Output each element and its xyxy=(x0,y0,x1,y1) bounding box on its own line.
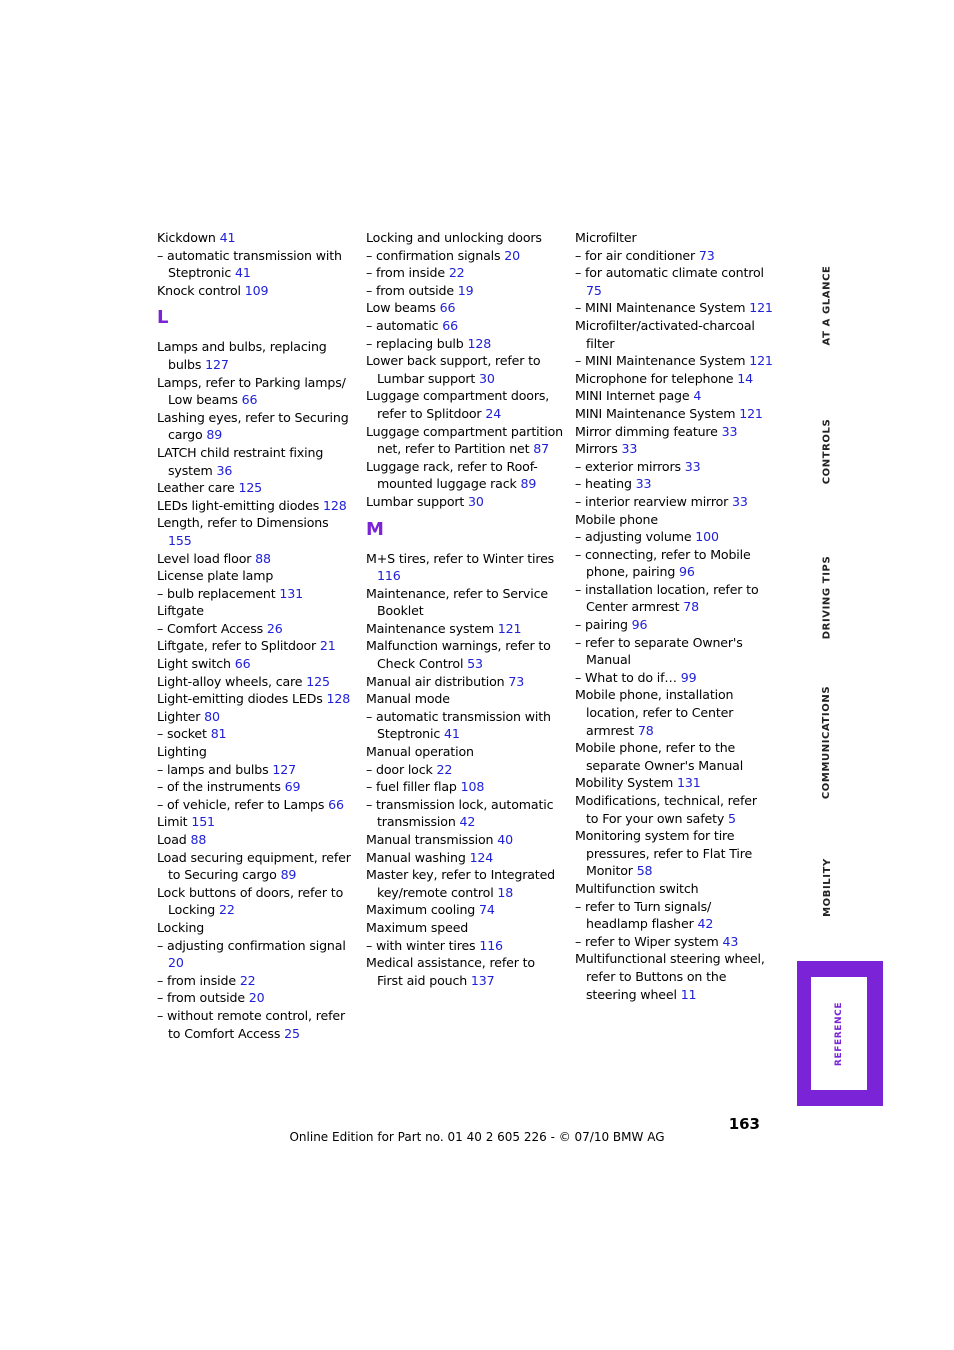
index-letter-heading: L xyxy=(157,307,169,329)
index-entry xyxy=(157,229,355,247)
page-reference-link[interactable]: 108 xyxy=(460,779,485,795)
side-tab-reference-label: REFERENCE xyxy=(834,1001,845,1066)
page-reference-link[interactable]: 75 xyxy=(586,282,602,298)
index-term: Monitoring system for tire pressures, refer to Flat Tire Monitor xyxy=(575,828,753,879)
page-reference-link[interactable]: 116 xyxy=(377,568,401,584)
index-entry xyxy=(157,282,355,300)
index-term: – of vehicle, refer to Lamps xyxy=(157,796,329,812)
page-reference-link[interactable]: 116 xyxy=(479,937,503,953)
index-entry xyxy=(157,338,355,373)
index-column-2 xyxy=(366,229,564,989)
index-subentry xyxy=(157,972,355,990)
page-reference-link[interactable]: 41 xyxy=(443,726,460,742)
page-reference-link[interactable]: 89 xyxy=(280,867,297,883)
index-entry xyxy=(366,690,564,708)
index-subentry xyxy=(157,620,355,638)
index-term: Mobility System xyxy=(575,775,678,791)
page-reference-link[interactable]: 99 xyxy=(680,669,697,685)
index-term: – from inside xyxy=(366,265,449,281)
index-term: Lighting xyxy=(157,744,207,760)
page-reference-link[interactable]: 22 xyxy=(448,265,465,281)
index-entry xyxy=(157,550,355,568)
page-reference-link[interactable]: 121 xyxy=(749,300,773,316)
index-term: Manual operation xyxy=(366,744,474,760)
page-reference-link[interactable]: 128 xyxy=(326,691,351,707)
index-term: – door lock xyxy=(366,761,437,777)
index-term: LATCH child restraint fixing system xyxy=(157,444,324,478)
index-term: – with winter tires xyxy=(366,937,480,953)
index-entry xyxy=(575,774,773,792)
index-term: Master key, refer to Integrated key/remote control xyxy=(366,867,556,900)
index-entry xyxy=(575,827,773,880)
page-reference-link[interactable]: 87 xyxy=(533,441,550,457)
index-term: – installation location, refer to Center armrest xyxy=(575,581,759,615)
page-reference-link[interactable]: 131 xyxy=(677,775,701,791)
index-term: Limit xyxy=(157,814,192,830)
index-entry xyxy=(157,849,355,884)
index-subentry xyxy=(366,335,564,353)
page-reference-link[interactable]: 66 xyxy=(241,392,258,408)
index-term: Mirrors xyxy=(575,441,622,457)
page-reference-link[interactable]: 14 xyxy=(737,370,753,386)
page-reference-link[interactable]: 19 xyxy=(457,282,474,298)
index-term: – transmission lock, automatic transmission xyxy=(366,796,554,830)
index-term: Multifunction switch xyxy=(575,880,699,896)
page-reference-link[interactable]: 40 xyxy=(497,832,513,847)
page-reference-link[interactable]: 4 xyxy=(693,388,702,404)
page-reference-link[interactable]: 30 xyxy=(479,370,495,386)
page-reference-link[interactable]: 30 xyxy=(468,493,484,509)
index-entry xyxy=(575,739,773,774)
page-reference-link[interactable]: 74 xyxy=(478,902,495,918)
page-reference-link[interactable]: 121 xyxy=(497,620,522,636)
index-term: Manual washing xyxy=(366,849,470,865)
index-entry xyxy=(575,950,773,1003)
index-entry xyxy=(366,387,564,422)
index-subentry xyxy=(366,778,564,796)
page-reference-link[interactable]: 89 xyxy=(206,427,223,443)
page-reference-link[interactable]: 25 xyxy=(284,1025,300,1041)
index-entry xyxy=(575,423,773,441)
index-term: – MINI Maintenance System xyxy=(575,300,750,316)
page-reference-link[interactable]: 73 xyxy=(508,673,525,689)
index-letter-heading: M xyxy=(366,518,384,540)
page-reference-link[interactable]: 124 xyxy=(469,849,494,865)
index-entry xyxy=(366,229,564,247)
index-entry xyxy=(366,673,564,691)
index-term: Length, refer to Dimensions xyxy=(157,515,329,531)
index-subentry xyxy=(575,247,773,265)
index-entry xyxy=(366,831,564,849)
index-term: Low beams xyxy=(366,300,440,316)
index-subentry xyxy=(366,317,564,335)
index-subentry xyxy=(575,264,773,299)
page-reference-link[interactable]: 42 xyxy=(459,814,476,830)
index-entry xyxy=(366,423,564,458)
index-entry xyxy=(157,602,355,620)
page-reference-link[interactable]: 109 xyxy=(244,282,269,298)
page-reference-link[interactable]: 81 xyxy=(210,726,227,742)
index-term: – socket xyxy=(157,726,211,742)
index-term: M+S tires, refer to Winter tires xyxy=(366,550,555,566)
index-term: – confirmation signals xyxy=(366,247,505,263)
index-term: – connecting, refer to Mobile phone, pairing xyxy=(575,546,751,580)
index-term: Load xyxy=(157,832,191,847)
index-entry xyxy=(366,299,564,317)
page-reference-link[interactable]: 21 xyxy=(319,638,336,654)
index-entry xyxy=(366,901,564,919)
index-entry xyxy=(366,493,564,511)
index-term: – What to do if… xyxy=(575,669,681,685)
index-subentry xyxy=(575,898,773,933)
index-entry xyxy=(157,655,355,673)
index-term: Mobile phone, refer to the separate Owner's Manual xyxy=(575,740,744,773)
index-term: Maximum speed xyxy=(366,919,469,935)
side-tab-label: DRIVING TIPS xyxy=(821,555,833,640)
index-subentry xyxy=(157,247,355,282)
index-term: Light-emitting diodes LEDs xyxy=(157,691,327,707)
index-subentry xyxy=(366,264,564,282)
index-subentry xyxy=(366,761,564,779)
index-term: Liftgate xyxy=(157,603,204,619)
index-entry xyxy=(366,919,564,937)
page-reference-link[interactable]: 127 xyxy=(205,356,229,372)
index-subentry xyxy=(575,352,773,370)
index-term: Locking xyxy=(157,919,205,935)
page-reference-link[interactable]: 100 xyxy=(695,529,719,545)
index-column-3 xyxy=(575,229,773,1003)
index-subentry xyxy=(157,937,355,972)
index-term: – heating xyxy=(575,476,636,492)
page-reference-link[interactable]: 36 xyxy=(216,462,233,478)
index-term: Malfunction warnings, refer to Check Control xyxy=(366,638,551,672)
index-term: Lumbar support xyxy=(366,493,469,509)
index-term: Lighter xyxy=(157,708,205,724)
side-tab-label: CONTROLS xyxy=(821,418,833,484)
index-term: Light switch xyxy=(157,656,235,672)
index-entry xyxy=(157,690,355,708)
page-reference-link[interactable]: 121 xyxy=(749,353,773,369)
index-entry xyxy=(575,686,773,739)
index-term: Microfilter/activated-charcoal filter xyxy=(575,317,755,351)
index-entry xyxy=(157,919,355,937)
footer-edition-note: Online Edition for Part no. 01 40 2 605 226 - © 07/10 BMW AG xyxy=(289,1130,665,1144)
page-reference-link[interactable]: 24 xyxy=(485,405,502,421)
index-term: Maintenance, refer to Service Booklet xyxy=(366,585,548,619)
index-term: Manual mode xyxy=(366,691,450,707)
index-subentry xyxy=(575,933,773,951)
page-reference-link[interactable]: 11 xyxy=(680,986,697,1002)
index-term: Load securing equipment, refer to Securing cargo xyxy=(157,849,351,883)
side-tab-reference-inner xyxy=(811,977,867,1090)
page-reference-link[interactable]: 88 xyxy=(255,550,271,566)
page-reference-link[interactable]: 41 xyxy=(219,230,236,245)
page-reference-link[interactable]: 96 xyxy=(631,617,648,633)
index-entry xyxy=(157,813,355,831)
index-entry xyxy=(157,567,355,585)
index-subentry xyxy=(157,989,355,1007)
index-term: Medical assistance, refer to First aid pouch xyxy=(366,955,535,988)
index-term: LEDs light-emitting diodes xyxy=(157,497,324,513)
index-entry xyxy=(575,792,773,827)
side-tab-driving-tips[interactable] xyxy=(805,555,849,640)
index-term: – from outside xyxy=(366,282,458,298)
index-term: Lower back support, refer to Lumbar support xyxy=(366,353,541,386)
index-entry xyxy=(366,637,564,672)
page-reference-link[interactable]: 20 xyxy=(248,990,265,1006)
index-term: Luggage compartment partition net, refer to Partition net xyxy=(366,423,563,457)
page-reference-link[interactable]: 128 xyxy=(323,497,347,513)
index-term: MINI Internet page xyxy=(575,388,694,404)
index-entry xyxy=(157,409,355,444)
page-reference-link[interactable]: 33 xyxy=(621,441,638,457)
index-term: – MINI Maintenance System xyxy=(575,353,750,369)
index-term: Locking and unlocking doors xyxy=(366,230,542,245)
index-term: Luggage rack, refer to Roof-mounted luggage rack xyxy=(366,458,538,492)
page-reference-link[interactable]: 33 xyxy=(721,423,738,439)
index-subentry xyxy=(575,475,773,493)
side-tab-label: AT A GLANCE xyxy=(821,265,833,345)
index-term: Microphone for telephone xyxy=(575,370,738,386)
index-subentry xyxy=(157,1007,355,1042)
page-reference-link[interactable]: 5 xyxy=(728,810,736,826)
index-entry xyxy=(157,673,355,691)
index-entry xyxy=(366,849,564,867)
page-reference-link[interactable]: 66 xyxy=(328,796,344,812)
index-subentry xyxy=(575,669,773,687)
index-term: Microfilter xyxy=(575,230,637,245)
index-entry xyxy=(157,831,355,849)
index-subentry xyxy=(575,616,773,634)
index-entry xyxy=(366,585,564,620)
index-term: MINI Maintenance System xyxy=(575,405,740,421)
index-column-1 xyxy=(157,229,355,1042)
index-term: Maintenance system xyxy=(366,620,498,636)
index-term: Mobile phone xyxy=(575,511,658,527)
index-term: – exterior mirrors xyxy=(575,458,685,474)
page-reference-link[interactable]: 88 xyxy=(190,832,207,847)
side-tab-at-a-glance[interactable] xyxy=(805,265,849,345)
index-entry xyxy=(575,405,773,423)
index-entry xyxy=(366,620,564,638)
index-term: – interior rearview mirror xyxy=(575,493,733,509)
index-entry xyxy=(366,458,564,493)
index-entry xyxy=(575,317,773,352)
page-reference-link[interactable]: 131 xyxy=(279,585,303,601)
page-reference-link[interactable]: 42 xyxy=(697,916,714,932)
index-entry xyxy=(157,884,355,919)
page-reference-link[interactable]: 41 xyxy=(234,265,251,281)
index-entry xyxy=(366,866,564,901)
page-reference-link[interactable]: 53 xyxy=(467,656,483,672)
index-subentry xyxy=(157,796,355,814)
index-entry xyxy=(157,637,355,655)
page-reference-link[interactable]: 33 xyxy=(684,458,701,474)
index-term: – lamps and bulbs xyxy=(157,761,273,777)
page-reference-link[interactable]: 73 xyxy=(698,247,715,263)
index-subentry xyxy=(157,585,355,603)
index-term: – from outside xyxy=(157,990,249,1006)
index-term: Lamps, refer to Parking lamps/ Low beams xyxy=(157,374,346,408)
page-reference-link[interactable]: 58 xyxy=(636,863,653,879)
index-entry xyxy=(157,708,355,726)
index-term: Modifications, technical, refer to For your own safety xyxy=(575,793,757,826)
index-subentry xyxy=(366,937,564,955)
page-reference-link[interactable]: 125 xyxy=(238,480,263,496)
index-entry xyxy=(575,370,773,388)
index-term: – adjusting confirmation signal xyxy=(157,937,346,953)
index-entry xyxy=(366,743,564,761)
index-term: – bulb replacement xyxy=(157,585,280,601)
index-entry xyxy=(157,497,355,515)
page-reference-link[interactable]: 33 xyxy=(732,493,748,509)
page-reference-link[interactable]: 96 xyxy=(679,564,695,580)
page-reference-link[interactable]: 18 xyxy=(497,884,514,900)
index-subentry xyxy=(366,708,564,743)
index-term: Liftgate, refer to Splitdoor xyxy=(157,638,320,654)
index-term: Knock control xyxy=(157,282,245,298)
index-term: – pairing xyxy=(575,617,632,633)
index-subentry xyxy=(575,458,773,476)
index-term: – fuel filler flap xyxy=(366,779,461,795)
index-subentry xyxy=(575,299,773,317)
page-reference-link[interactable]: 33 xyxy=(635,476,652,492)
page-reference-link[interactable]: 151 xyxy=(191,814,215,830)
index-term: – Comfort Access xyxy=(157,620,267,636)
index-term: Level load floor xyxy=(157,550,256,566)
index-term: – automatic transmission with Steptronic xyxy=(366,708,551,742)
index-term: Multifunctional steering wheel, refer to Buttons on the steering wheel xyxy=(575,951,765,1002)
index-term: Maximum cooling xyxy=(366,902,479,918)
page-reference-link[interactable]: 155 xyxy=(168,532,192,548)
page-reference-link[interactable]: 69 xyxy=(284,779,301,795)
index-entry xyxy=(157,374,355,409)
index-entry xyxy=(157,444,355,479)
index-term: – without remote control, refer to Comfort Access xyxy=(157,1007,345,1041)
page-reference-link[interactable]: 78 xyxy=(683,599,699,615)
index-subentry xyxy=(157,778,355,796)
page-reference-link[interactable]: 80 xyxy=(204,708,220,724)
index-entry xyxy=(575,511,773,529)
page-reference-link[interactable]: 20 xyxy=(168,955,184,971)
index-term: Lamps and bulbs, replacing bulbs xyxy=(157,339,327,372)
index-entry xyxy=(366,954,564,989)
index-term: – of the instruments xyxy=(157,779,285,795)
index-term: License plate lamp xyxy=(157,568,274,584)
index-entry xyxy=(575,229,773,247)
index-term: Light-alloy wheels, care xyxy=(157,673,307,689)
page-reference-link[interactable]: 66 xyxy=(442,317,458,333)
page-reference-link[interactable]: 78 xyxy=(637,722,654,738)
index-term: Lock buttons of doors, refer to Locking xyxy=(157,884,344,918)
index-term: Manual air distribution xyxy=(366,673,509,689)
page-reference-link[interactable]: 121 xyxy=(739,405,763,421)
index-entry xyxy=(157,479,355,497)
index-term: – automatic transmission with Steptronic xyxy=(157,247,342,281)
index-subentry xyxy=(366,282,564,300)
index-subentry xyxy=(575,528,773,546)
index-term: Mirror dimming feature xyxy=(575,423,722,439)
index-subentry xyxy=(575,634,773,669)
side-tab-controls[interactable] xyxy=(805,415,849,487)
index-entry xyxy=(575,440,773,458)
index-subentry xyxy=(575,493,773,511)
index-subentry xyxy=(157,725,355,743)
index-subentry xyxy=(575,546,773,581)
page-reference-link[interactable]: 89 xyxy=(520,476,537,492)
index-subentry xyxy=(366,796,564,831)
index-term: – for automatic climate control xyxy=(575,265,764,281)
index-term: Leather care xyxy=(157,480,239,496)
page-reference-link[interactable]: 128 xyxy=(467,335,492,351)
index-entry xyxy=(157,743,355,761)
page-reference-link[interactable]: 43 xyxy=(722,933,739,949)
page-reference-link[interactable]: 66 xyxy=(234,656,251,672)
index-entry xyxy=(575,387,773,405)
page-reference-link[interactable]: 20 xyxy=(504,247,521,263)
index-term: Manual transmission xyxy=(366,832,498,847)
page-number: 163 xyxy=(728,1115,760,1133)
side-tab-reference[interactable] xyxy=(797,961,883,1106)
page-reference-link[interactable]: 127 xyxy=(272,761,296,777)
index-term: Lashing eyes, refer to Securing cargo xyxy=(157,409,349,443)
index-term: Mobile phone, installation location, refer to Center armrest xyxy=(575,687,734,738)
index-subentry xyxy=(157,761,355,779)
index-entry xyxy=(366,550,564,585)
page-reference-link[interactable]: 22 xyxy=(239,972,256,988)
index-term: – refer to separate Owner's Manual xyxy=(575,634,743,668)
index-term: Luggage compartment doors, refer to Splitdoor xyxy=(366,388,550,421)
page-reference-link[interactable]: 22 xyxy=(436,761,453,777)
page-reference-link[interactable]: 26 xyxy=(266,620,283,636)
index-term: – automatic xyxy=(366,317,443,333)
side-tab-communications[interactable] xyxy=(805,685,849,800)
side-tab-mobility[interactable] xyxy=(805,855,849,920)
index-entry xyxy=(157,514,355,549)
index-term: – adjusting volume xyxy=(575,529,696,545)
index-term: Kickdown xyxy=(157,230,220,245)
index-subentry xyxy=(575,581,773,616)
page-reference-link[interactable]: 66 xyxy=(439,300,456,316)
page-reference-link[interactable]: 22 xyxy=(219,902,235,918)
index-term: – refer to Turn signals/ headlamp flasher xyxy=(575,898,712,932)
side-tab-label: COMMUNICATIONS xyxy=(821,685,833,800)
index-term: – for air conditioner xyxy=(575,247,699,263)
index-term: – refer to Wiper system xyxy=(575,933,723,949)
index-term: – replacing bulb xyxy=(366,335,468,351)
index-entry xyxy=(366,352,564,387)
index-subentry xyxy=(366,247,564,265)
index-entry xyxy=(575,880,773,898)
index-term: – from inside xyxy=(157,972,240,988)
page-reference-link[interactable]: 137 xyxy=(470,972,495,988)
page-reference-link[interactable]: 125 xyxy=(306,673,330,689)
side-tab-label: MOBILITY xyxy=(821,858,833,917)
